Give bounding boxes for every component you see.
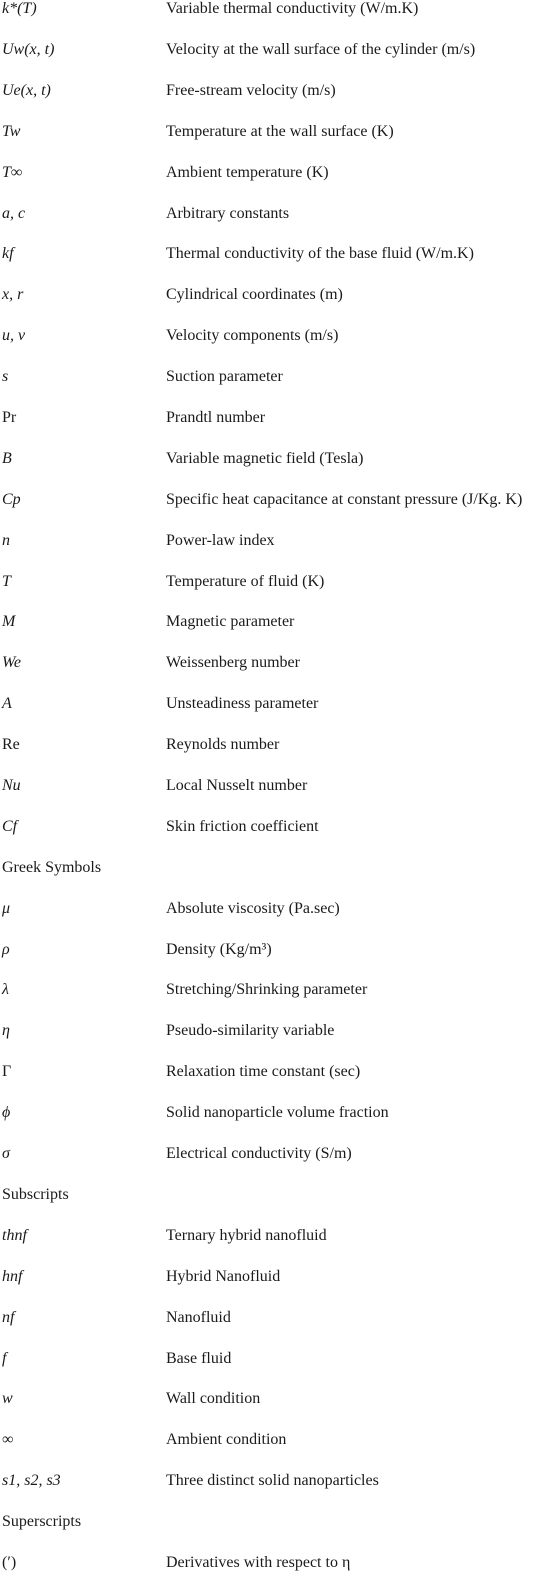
description: Specific heat capacitance at constant pressure (J/Kg. K) [166, 490, 523, 508]
nomenclature-row [0, 1431, 558, 1472]
nomenclature-row [0, 205, 558, 246]
section-heading-row [0, 859, 558, 900]
description: Absolute viscosity (Pa.sec) [166, 899, 340, 917]
symbol-rho: ρ [2, 940, 10, 958]
description: Three distinct solid nanoparticles [166, 1472, 379, 1490]
section-heading-row [0, 1186, 558, 1227]
superscripts-heading: Superscripts [2, 1513, 82, 1531]
nomenclature-row [0, 0, 558, 18]
nomenclature-row [0, 1063, 558, 1104]
description: Velocity components (m/s) [166, 327, 339, 345]
description: Velocity at the wall surface of the cylinder (m/s) [166, 41, 476, 58]
symbol-eta: η [2, 1022, 10, 1040]
nomenclature-row [0, 123, 558, 164]
symbol-t: T [2, 572, 11, 590]
symbol-s1-s2-s3: s1, s2, s3 [2, 1472, 61, 1490]
symbol-ue: Ue(x, t) [2, 81, 51, 99]
symbol-hnf: hnf [2, 1267, 23, 1285]
symbol-cp: Cp [2, 490, 21, 508]
subscripts-heading: Subscripts [2, 1185, 69, 1203]
nomenclature-row [0, 327, 558, 368]
nomenclature-row [0, 1104, 558, 1145]
description: Skin friction coefficient [166, 817, 319, 835]
symbol-u-v: u, v [2, 327, 26, 345]
nomenclature-row [0, 1554, 558, 1595]
symbol-infinity: ∞ [2, 1431, 14, 1449]
symbol-nu: Nu [2, 777, 21, 795]
symbol-gamma: Γ [2, 1063, 12, 1081]
description: Temperature of fluid (K) [166, 572, 325, 590]
description: Electrical conductivity (S/m) [166, 1145, 352, 1163]
nomenclature-row [0, 654, 558, 695]
nomenclature-row [0, 532, 558, 573]
nomenclature-row [0, 1390, 558, 1431]
symbol-a: A [2, 695, 12, 713]
section-heading-row [0, 1513, 558, 1554]
nomenclature-row [0, 573, 558, 614]
nomenclature-row [0, 368, 558, 409]
description: Relaxation time constant (sec) [166, 1063, 361, 1081]
nomenclature-row [0, 777, 558, 818]
symbol-prime: (′) [2, 1553, 17, 1571]
nomenclature-row [0, 941, 558, 982]
description: Density (Kg/m³) [166, 940, 272, 958]
description: Stretching/Shrinking parameter [166, 981, 368, 999]
description: Variable thermal conductivity (W/m.K) [166, 0, 419, 17]
symbol-lambda: λ [2, 981, 9, 999]
description: Derivatives with respect to η [166, 1553, 351, 1571]
symbol-s: s [2, 368, 9, 386]
description: Power-law index [166, 531, 275, 549]
description: Free-stream velocity (m/s) [166, 81, 336, 99]
nomenclature-row [0, 82, 558, 123]
description: Nanofluid [166, 1308, 231, 1326]
symbol-m: M [2, 613, 16, 631]
symbol-thnf: thnf [2, 1226, 27, 1244]
symbol-mu: μ [2, 899, 11, 917]
symbol-b: B [2, 449, 12, 467]
symbol-n: n [2, 531, 10, 549]
nomenclature-row [0, 1268, 558, 1309]
description: Magnetic parameter [166, 613, 295, 631]
symbol-a-c: a, c [2, 204, 26, 222]
description: Local Nusselt number [166, 777, 308, 795]
symbol-re: Re [2, 736, 20, 754]
description: Unsteadiness parameter [166, 695, 319, 713]
nomenclature-row [0, 695, 558, 736]
description: Weissenberg number [166, 654, 300, 672]
symbol-cf: Cf [2, 817, 18, 835]
nomenclature-row [0, 1227, 558, 1268]
symbol-w: w [2, 1390, 13, 1408]
symbol-tw: Tw [2, 122, 21, 140]
nomenclature-row [0, 981, 558, 1022]
description: Solid nanoparticle volume fraction [166, 1104, 389, 1122]
symbol-kf: kf [2, 245, 14, 263]
nomenclature-row [0, 818, 558, 859]
description: Cylindrical coordinates (m) [166, 286, 343, 304]
nomenclature-row [0, 164, 558, 205]
symbol-pr: Pr [2, 409, 17, 427]
description: Hybrid Nanofluid [166, 1267, 281, 1285]
nomenclature-row [0, 491, 558, 532]
nomenclature-row [0, 286, 558, 327]
description: Suction parameter [166, 368, 283, 386]
symbol-k-star-t: k*(T) [2, 0, 37, 17]
symbol-x-r: x, r [2, 286, 24, 304]
description: Ternary hybrid nanofluid [166, 1226, 327, 1244]
description: Pseudo-similarity variable [166, 1022, 335, 1040]
nomenclature-row [0, 1145, 558, 1186]
nomenclature-row [0, 900, 558, 941]
nomenclature-row [0, 613, 558, 654]
description: Base fluid [166, 1349, 232, 1367]
description: Thermal conductivity of the base fluid (W/m.K) [166, 245, 474, 263]
description: Ambient temperature (K) [166, 163, 329, 181]
nomenclature-row [0, 1472, 558, 1513]
nomenclature-row [0, 1350, 558, 1391]
nomenclature-row [0, 736, 558, 777]
nomenclature-row [0, 409, 558, 450]
symbol-we: We [2, 654, 21, 672]
symbol-t-inf: T∞ [2, 163, 23, 181]
nomenclature-row [0, 1022, 558, 1063]
description: Ambient condition [166, 1431, 287, 1449]
greek-symbols-heading: Greek Symbols [2, 858, 102, 876]
description: Prandtl number [166, 409, 266, 427]
nomenclature-row [0, 450, 558, 491]
symbol-f: f [2, 1349, 7, 1367]
description: Arbitrary constants [166, 204, 290, 222]
nomenclature-row [0, 1309, 558, 1350]
description: Temperature at the wall surface (K) [166, 122, 394, 140]
description: Wall condition [166, 1390, 261, 1408]
nomenclature-row [0, 245, 558, 286]
symbol-sigma: σ [2, 1145, 10, 1163]
symbol-phi: ϕ [2, 1104, 11, 1122]
symbol-uw: Uw(x, t) [2, 41, 55, 58]
description: Reynolds number [166, 736, 280, 754]
description: Variable magnetic field (Tesla) [166, 449, 364, 467]
nomenclature-row [0, 41, 558, 82]
symbol-nf: nf [2, 1308, 15, 1326]
